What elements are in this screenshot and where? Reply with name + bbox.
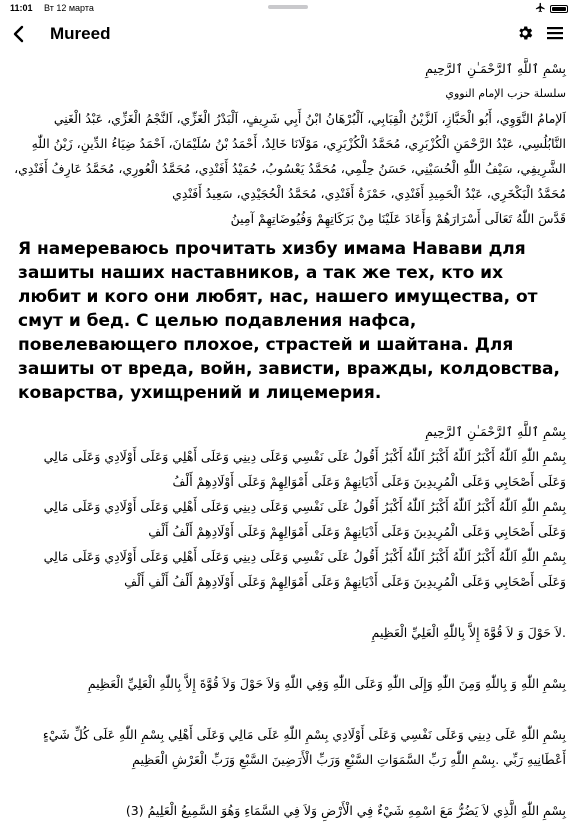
chain-title: سلسلة حزب الإمام النووي	[445, 87, 566, 100]
takbir-paragraph-3: بِسْمِ اللّٰهِ اَللّٰهُ أَكْبَرُ اَللّٰهُ أَكْبَرُ اَللّٰهُ أَكْبَرُ أَقُولُ عَلَى نَفْسِي وَعَلَى دِينِي وَعَلَى أَهْلِي وَعَلَى أَوْلَادِي وَعَلَى مَالِي وَعَلَى أَصْحَابِي وَعَلَى الْمُرِيدِينَ وَعَلَى أَدْيَانِهِمْ وَعَلَى أَمْوَالِهِمْ وَعَلَى أَوْلَادِهِمْ أَلْفُ أَلْفِ أَلْفِ	[43, 549, 566, 589]
status-indicators	[535, 2, 568, 15]
chain-dua: قَدَّسَ اللّٰهُ تَعَالَى أَسْرَارَهُمْ وَأَعَادَ عَلَيْنَا مِنْ بَرَكَاتِهِمْ وَفُيُوضَاتِهِمْ آمِينُ	[230, 211, 566, 226]
hawqala-line: .لاَ حَوْلَ وَ لاَ قُوَّةَ إِلاَّ بِاللّٰهِ الْعَلِيِّ الْعَظِيمِ	[371, 625, 566, 640]
hamburger-icon	[546, 24, 564, 42]
battery-icon	[550, 5, 568, 13]
hizb-text-content[interactable]	[0, 50, 576, 818]
status-time: 11:01	[10, 3, 33, 13]
last-dua-line: بِسْمِ اللّٰهِ الَّذِي لاَ يَضُرُّ مَعَ اسْمِهِ شَيْءٌ فِي الْأَرْضِ وَلاَ فِي السَّمَاءِ وَهُوَ السَّمِيعُ الْعَلِيمُ (3)	[125, 803, 566, 818]
status-date: Вт 12 марта	[44, 3, 94, 13]
intention-paragraph: Я намереваюсь прочитать хизбу имама Навави для зашиты наших наставников, а так же тех, кто их любит и кого они любят, нас, нашего имущества, от смут и бед. С целью подавления нафса, повелевающего плохое, страстей и шайтана. Для зашиты от вреда, войн, зависти, вражды, колдовства, коварства, ухищрений и лицемерия.	[18, 239, 560, 403]
basmala-heading: بِسْمِ ٱللَّهِ ٱلرَّحْمَـٰنِ ٱلرَّحِيمِ	[425, 61, 566, 76]
bismillah-paragraph: بِسْمِ اللّٰهِ عَلَى دِينِي وَعَلَى نَفْسِي وَعَلَى أَوْلَادِي بِسْمِ اللّٰهِ عَلَى مَالِي وَعَلَى أَهْلِي بِسْمِ اللّٰهِ عَلَى كُلِّ شَيْءٍ أَعْطَانِيهِ رَبِّي .بِسْمِ اللّٰهِ رَبِّ السَّمَوَاتِ السَّبْعِ وَرَبِّ الْأَرَضِينَ السَّبْعِ وَرَبِّ الْعَرْشِ الْعَظِيمِ	[42, 727, 566, 767]
back-button[interactable]	[8, 22, 28, 46]
bismillah-line: بِسْمِ اللّٰهِ وَ بِاللّٰهِ وَمِنَ اللّٰهِ وَإِلَى اللّٰهِ وَعَلَى اللّٰهِ وَفِي اللّٰهِ وَلاَ حَوْلَ وَلاَ قُوَّةَ إِلاَّ بِاللّٰهِ الْعَلِيِّ الْعَظِيمِ	[87, 676, 566, 691]
airplane-icon	[535, 2, 546, 15]
settings-button[interactable]	[516, 24, 536, 44]
gear-icon	[516, 24, 534, 42]
takbir-paragraph-1: بِسْمِ اللّٰهِ اَللّٰهُ أَكْبَرُ اَللّٰهُ أَكْبَرُ اَللّٰهُ أَكْبَرُ أَقُولُ عَلَى نَفْسِي وَعَلَى دِينِي وَعَلَى أَهْلِي وَعَلَى أَوْلَادِي وَعَلَى مَالِي وَعَلَى أَصْحَابِي وَعَلَى الْمُرِيدِينَ وَعَلَى أَدْيَانِهِمْ وَعَلَى أَمْوَالِهِمْ وَعَلَى أَوْلَادِهِمْ أَلْفُ	[43, 449, 566, 489]
menu-button[interactable]	[546, 24, 566, 44]
takbir-paragraph-2: بِسْمِ اللّٰهِ اَللّٰهُ أَكْبَرُ اَللّٰهُ أَكْبَرُ اَللّٰهُ أَكْبَرُ أَقُولُ عَلَى نَفْسِي وَعَلَى دِينِي وَعَلَى أَهْلِي وَعَلَى أَوْلَادِي وَعَلَى مَالِي وَعَلَى أَصْحَابِي وَعَلَى الْمُرِيدِينَ وَعَلَى أَدْيَانِهِمْ وَعَلَى أَمْوَالِهِمْ وَعَلَى أَوْلَادِهِمْ أَلْفُ أَلْفِ	[43, 499, 566, 539]
page-title: Mureed	[50, 24, 111, 43]
chevron-left-icon	[12, 25, 24, 43]
basmala-second: بِسْمِ ٱللَّهِ ٱلرَّحْمَـٰنِ ٱلرَّحِيمِ	[425, 424, 566, 439]
status-bar	[0, 0, 576, 16]
multitasking-handle[interactable]	[268, 5, 308, 9]
navigation-bar	[0, 18, 576, 50]
chain-of-transmission: اَلإمامُ النَّوَوِي، أَبُو الْحَبَّازِ، اَلزَّيْنُ الْقِبَابِي، اَلْبُرْهَانُ ابْنُ أَبِي شَرِيفٍ، اَلْبَدْرُ الْغَزِّي، اَلنَّجْمُ الْغَزِّي، عَبْدُ الْغَنِي النَّابُلُسِي، عَبْدُ الرَّحْمَنِ الْكُزْبَرِي، مُحَمَّدُ الْكُزْبَرِي، مَوْلَانَا خَالِدٌ، أَحْمَدُ بْنُ سُلَيْمَانَ، اَحْمَدُ ضِيَاءُ الدِّينِ، زَيْنُ اللّٰهِ الشَّرِيفِي، سَيْفُ اللّٰهِ الْحُسَيْنِي، حَسَنُ حِلْمِي، مُحَمَّدُ يَعْسُوبُ، حُمَيْدُ أَفَنْدِي، مُحَمَّدُ الْعُورِي، مُحَمَّدُ عَارِفُ أَفَنْدِي، مُحَمَّدُ الْبَكْخَرِي، عَبْدُ الْحَمِيدِ أَفَنْدِي، حَمْزَةُ أَفَنْدِي، مُحَمَّدُ الْحُجَيْدِي، سَعِيدُ أَفَنْدِي	[14, 111, 566, 201]
